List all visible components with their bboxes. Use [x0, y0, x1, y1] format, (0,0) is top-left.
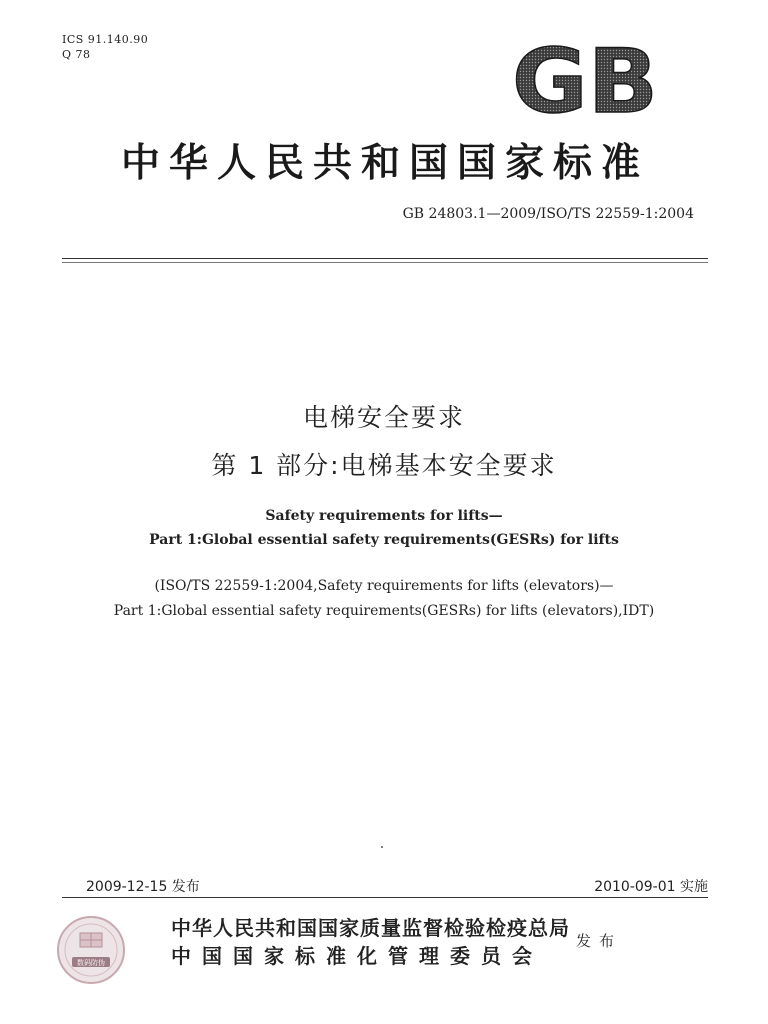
iso-reference-line2: Part 1:Global essential safety requirements(GESRs) for lifts (elevators),IDT) [113, 603, 655, 619]
implement-date: 2010-09-01 实施 [594, 879, 708, 895]
classification-codes [62, 32, 148, 62]
ics-code: ICS 91.140.90 [62, 33, 149, 46]
standard-number: GB 24803.1—2009/ISO/TS 22559-1:2004 [402, 206, 694, 222]
header-divider [62, 258, 708, 259]
footer-divider [62, 897, 708, 898]
anti-counterfeit-seal-icon [56, 915, 126, 985]
seal-text: 数码防伪 [77, 959, 105, 967]
logo-text: GB [512, 40, 658, 120]
publish-label: 发布 [576, 932, 623, 950]
en-title-line1: Safety requirements for lifts— [265, 508, 503, 524]
cn-title-line1: 电梯安全要求 [302, 403, 465, 432]
gb-logo-icon [510, 40, 660, 120]
issue-date: 2009-12-15 发布 [86, 879, 200, 895]
cn-title-line2: 第 1 部分:电梯基本安全要求 [211, 451, 557, 480]
issuer-line1: 中华人民共和国国家质量监督检验检疫总局 [171, 916, 570, 940]
org-title: 中华人民共和国国家标准 [120, 140, 649, 186]
iso-reference-line1: (ISO/TS 22559-1:2004,Safety requirements for lifts (elevators)— [154, 578, 614, 594]
center-dot [381, 846, 383, 848]
ccs-code: Q 78 [62, 48, 91, 61]
en-title-line2: Part 1:Global essential safety requirements(GESRs) for lifts [149, 532, 619, 548]
header-divider-thin [62, 262, 708, 263]
issuer-line2: 中国国家标准化管理委员会 [171, 944, 543, 968]
